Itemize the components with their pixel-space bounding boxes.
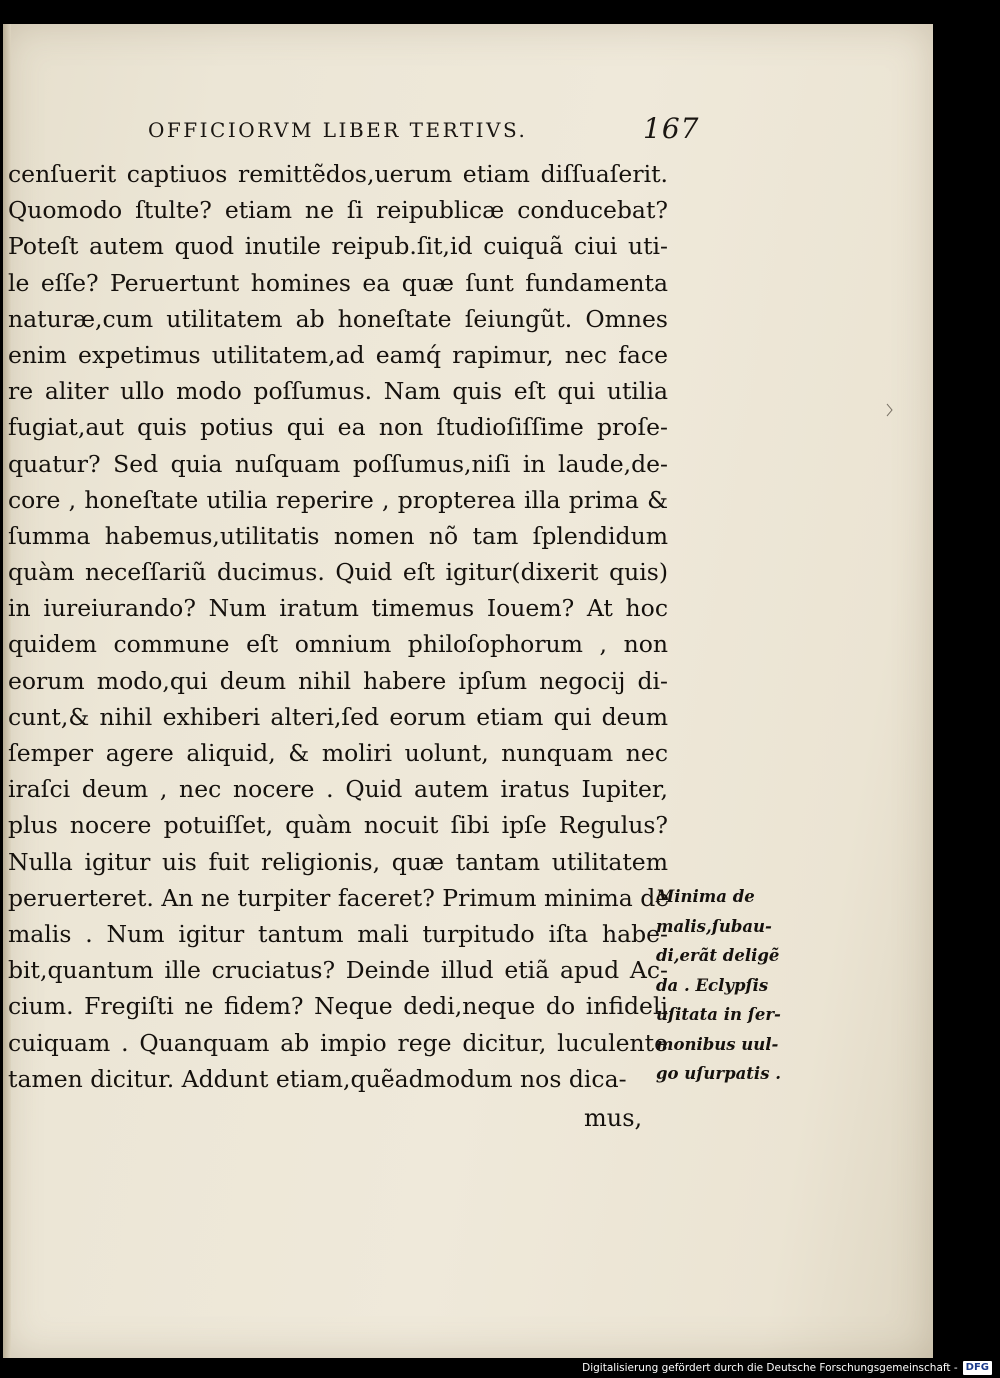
dfg-logo-icon: DFG: [963, 1361, 992, 1375]
marginal-note: [656, 882, 786, 1089]
folio-number: 167: [643, 112, 700, 145]
text-line: cenſuerit captiuos remittẽdos,uerum etiam diſſuaſerit.: [8, 160, 668, 188]
text-line: Nulla igitur uis fuit religionis, quæ tantam utilitatem: [8, 847, 668, 876]
main-text-block: [8, 156, 698, 1097]
digitization-credit: [582, 1360, 992, 1376]
marginal-note-line: malis,ſubau-: [656, 916, 772, 936]
text-line: core , honeſtate utilia reperire , propterea illa prima &: [8, 485, 668, 514]
page-header: [148, 112, 708, 152]
text-line: plus nocere potuiſſet, quàm nocuit ſibi ipſe Regulus?: [8, 811, 668, 840]
marginal-note-line: go uſurpatis .: [656, 1064, 781, 1083]
text-line: Quomodo ſtulte? etiam ne ſi reipublicæ conducebat?: [8, 196, 668, 225]
text-line: quatur? Sed quia nuſquam poſſumus,niſi in laude,de-: [8, 449, 668, 478]
marginal-note-line: uſitata in ſer-: [656, 1005, 781, 1024]
text-line: le eſſe? Peruertunt homines ea quæ ſunt fundamenta: [8, 268, 668, 297]
text-line: enim expetimus utilitatem,ad eamq́ rapimur, nec face: [8, 340, 668, 369]
marginal-note-line: monibus uul-: [656, 1034, 779, 1054]
pencil-mark-icon: [886, 403, 894, 417]
text-line: cuiquam . Quanquam ab impio rege dicitur, luculente: [8, 1028, 668, 1057]
catchword: mus,: [584, 1104, 643, 1132]
text-line: fugiat,aut quis potius qui ea non ſtudioſiſſime proſe-: [8, 413, 668, 442]
text-line: eorum modo,qui deum nihil habere ipſum negocij di-: [8, 666, 668, 695]
running-head: OFFICIORVM LIBER TERTIVS.: [148, 118, 528, 142]
text-line: cunt,& nihil exhiberi alteri,ſed eorum etiam qui deum: [8, 702, 668, 731]
text-line: ſemper agere aliquid, & moliri uolunt, nunquam nec: [8, 739, 668, 767]
text-line: peruerteret. An ne turpiter faceret? Primum minima de: [8, 883, 670, 912]
text-line: iraſci deum , nec nocere . Quid autem iratus Iupiter,: [8, 775, 668, 804]
text-line: quàm neceſſariũ ducimus. Quid eſt igitur(dixerit quis): [8, 558, 668, 587]
text-line: malis . Num igitur tantum mali turpitudo iſta habe-: [8, 919, 668, 948]
text-line: naturæ,cum utilitatem ab honeſtate ſeiungũt. Omnes: [8, 304, 668, 333]
text-line: cium. Fregiſti ne fidem? Neque dedi,neque do infideli: [8, 992, 668, 1021]
text-line: quidem commune eſt omnium philoſophorum , non: [8, 630, 668, 659]
text-line: bit,quantum ille cruciatus? Deinde illud etiã apud Ac-: [8, 956, 668, 985]
marginal-note-line: da . Eclypſis: [656, 975, 769, 995]
text-line: Poteſt autem quod inutile reipub.ſit,id cuiquã ciui uti-: [8, 232, 668, 261]
text-line: ſumma habemus,utilitatis nomen nõ tam ſplendidum: [8, 521, 668, 550]
credit-text: Digitalisierung gefördert durch die Deutsche Forschungsgemeinschaft -: [582, 1362, 958, 1374]
text-line: re aliter ullo modo poſſumus. Nam quis eſt qui utilia: [8, 377, 668, 406]
marginal-note-line: di,erãt deligẽ: [656, 946, 780, 965]
text-line: in iureiurando? Num iratum timemus Iouem? At hoc: [8, 594, 668, 623]
text-line: tamen dicitur. Addunt etiam,quẽadmodum nos dica-: [8, 1064, 627, 1093]
marginal-note-line: Minima de: [656, 887, 755, 906]
